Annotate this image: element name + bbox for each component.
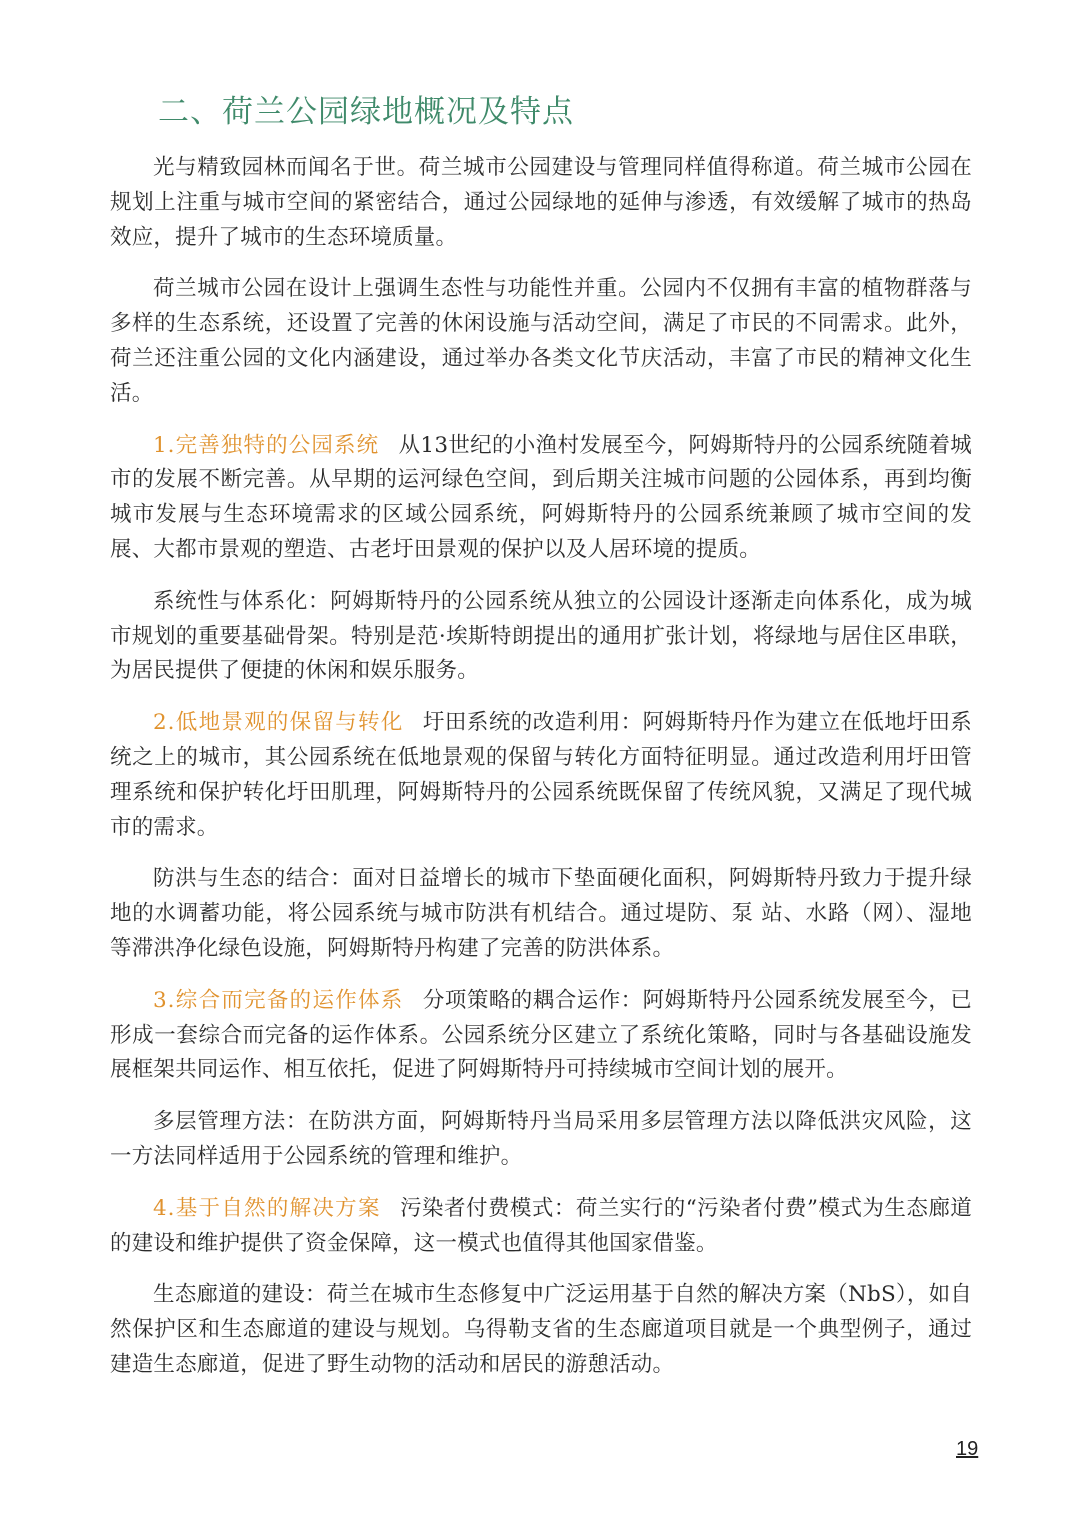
paragraph-2 [110,272,972,411]
paragraph-text: 生态廊道的建设：荷兰在城市生态修复中广泛运用基于自然的解决方案（NbS），如自然保护区和生态廊道的建设与规划。乌得勒支省的生态廊道项目就是一个典型例子，通过建造生态廊道，促进了野生动物的活动和居民的游憩活动。 [110,1282,972,1377]
page-number: 19 [956,1438,979,1460]
paragraph-text: 系统性与体系化：阿姆斯特丹的公园系统从独立的公园设计逐渐走向体系化，成为城市规划的重要基础骨架。特别是范·埃斯特朗提出的通用扩张计划，将绿地与居住区串联，为居民提供了便捷的休闲和娱乐服务。 [110,588,972,684]
paragraph-7 [110,984,972,1088]
subheading-3: 3.综合而完备的运作体系 [153,987,404,1013]
paragraph-text: 多层管理方法：在防洪方面，阿姆斯特丹当局采用多层管理方法以降低洪灾风险，这一方法同样适用于公园系统的管理和维护。 [110,1109,972,1169]
subheading-2: 2.低地景观的保留与转化 [153,710,404,736]
paragraph-8 [110,1105,972,1175]
article-body [110,151,972,1400]
paragraph-text: 光与精致园林而闻名于世。荷兰城市公园建设与管理同样值得称道。荷兰城市公园在规划上注重与城市空间的紧密结合，通过公园绿地的延伸与渗透，有效缓解了城市的热岛效应，提升了城市的生态环境质量。 [110,155,972,250]
paragraph-text: 防洪与生态的结合：面对日益增长的城市下垫面硬化面积，阿姆斯特丹致力于提升绿地的水调蓄功能，将公园系统与城市防洪有机结合。通过堤防、泵 站、水路（网）、湿地等滞洪净化绿色设施，阿姆斯特丹构建了完善的防洪体系。 [110,866,972,961]
section-title: 二、荷兰公园绿地概况及特点 [158,94,574,130]
subheading-4: 4.基于自然的解决方案 [153,1195,381,1221]
paragraph-6 [110,862,972,966]
paragraph-text: 污染者付费模式：荷兰实行的“污染者付费”模式为生态廊道的建设和维护提供了资金保障，这一模式也值得其他国家借鉴。 [110,1195,973,1256]
paragraph-text: 荷兰城市公园在设计上强调生态性与功能性并重。公园内不仅拥有丰富的植物群落与多样的生态系统，还设置了完善的休闲设施与活动空间，满足了市民的不同需求。此外，荷兰还注重公园的文化内涵建设，通过举办各类文化节庆活动，丰富了市民的精神文化生活。 [110,276,972,406]
paragraph-text: 圩田系统的改造利用：阿姆斯特丹作为建立在低地圩田系统之上的城市，其公园系统在低地景观的保留与转化方面特征明显。通过改造利用圩田管理系统和保护转化圩田肌理，阿姆斯特丹的公园系统既保留了传统风貌，又满足了现代城市的需求。 [110,710,972,840]
paragraph-10 [110,1278,972,1382]
paragraph-5 [110,706,972,845]
paragraph-text: 从13世纪的小渔村发展至今，阿姆斯特丹的公园系统随着城市的发展不断完善。从早期的运河绿色空间，到后期关注城市问题的公园体系，再到均衡城市发展与生态环境需求的区域公园系统，阿姆斯特丹的公园系统兼顾了城市空间的发展、大都市景观的塑造、古老圩田景观的保护以及人居环境的提质。 [110,432,972,562]
paragraph-1 [110,151,972,255]
paragraph-9 [110,1192,972,1262]
paragraph-text: 分项策略的耦合运作：阿姆斯特丹公园系统发展至今，已形成一套综合而完备的运作体系。公园系统分区建立了系统化策略，同时与各基础设施发展框架共同运作、相互依托，促进了阿姆斯特丹可持续城市空间计划的展开。 [110,987,972,1083]
paragraph-3 [110,429,972,568]
paragraph-4 [110,585,972,689]
subheading-1: 1.完善独特的公园系统 [153,432,380,458]
